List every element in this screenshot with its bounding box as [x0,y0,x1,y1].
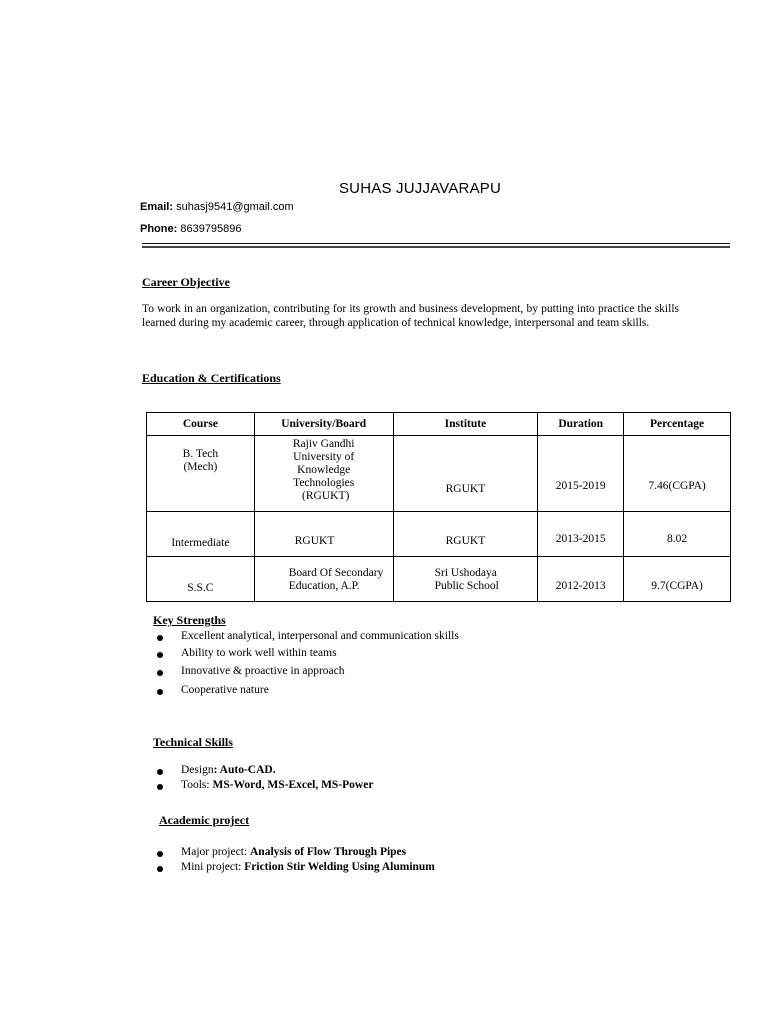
skill-value: Auto-CAD. [219,764,276,776]
duration-value: 2012-2013 [555,580,606,592]
academic-project-list [154,846,435,876]
list-item [154,665,459,684]
project-separator: : [243,846,250,858]
skill-separator: : [213,764,220,776]
header-divider-top [142,243,730,244]
board-line: Technologies [293,477,355,489]
bullet-icon [157,689,163,695]
board-name [289,567,384,593]
strength-text: Ability to work well within teams [181,647,337,659]
bullet-icon [157,866,163,872]
phone-label: Phone: [140,223,178,235]
education-table-header-row [147,413,731,436]
duration-value: 2015-2019 [555,480,606,492]
list-item [154,846,435,861]
board-name [255,438,393,503]
candidate-name: SUHAS JUJJAVARAPU [338,180,502,197]
email-value: suhasj9541@gmail.com [176,201,294,213]
technical-skills-list [154,764,373,794]
list-item [154,647,459,665]
board-line: (RGUKT) [302,490,350,502]
skill-label: Design [181,764,214,776]
header-divider-bottom [142,246,730,248]
bullet-icon [157,635,163,641]
project-separator: : [238,861,245,873]
board-line: Knowledge [297,464,351,476]
project-title: Friction Stir Welding Using Aluminum [244,861,435,873]
percentage-value: 8.02 [667,533,688,545]
course-name: Intermediate [171,537,230,549]
table-row [147,436,731,512]
strength-text: Cooperative nature [181,684,269,696]
project-label: Mini project [181,861,239,873]
course-name: B. Tech [182,448,219,460]
education-heading: Education & Certifications [142,371,281,385]
skill-value: MS-Word, MS-Excel, MS-Power [212,779,374,791]
phone-value: 8639795896 [180,223,242,235]
table-row [147,512,731,557]
key-strengths-heading: Key Strengths [153,613,226,627]
bullet-icon [157,652,163,658]
board-line: Board Of Secondary [288,567,384,579]
duration-value: 2013-2015 [555,533,606,545]
institute-name [435,567,499,593]
institute-name: RGUKT [445,535,486,547]
bullet-icon [157,784,163,790]
project-label: Major project [181,846,244,858]
bullet-icon [157,851,163,857]
column-header-university-board: University/Board [254,413,393,436]
bullet-icon [157,769,163,775]
institute-name: RGUKT [445,483,486,495]
column-header-course: Course [147,413,255,436]
career-objective-heading: Career Objective [142,275,230,289]
key-strengths-list [154,630,459,702]
board-name: RGUKT [294,535,335,547]
list-item [154,630,459,647]
academic-project-heading: Academic project [159,813,250,827]
percentage-value: 9.7(CGPA) [651,580,703,592]
bullet-icon [157,670,163,676]
column-header-percentage: Percentage [624,413,731,436]
list-item [154,779,373,794]
email-line [140,201,294,213]
project-title: Analysis of Flow Through Pipes [250,846,407,858]
board-line: University of [293,451,355,463]
percentage-value: 7.46(CGPA) [648,480,706,492]
skill-label: Tools [181,779,207,791]
institute-line: Sri Ushodaya [434,567,497,579]
email-label: Email: [140,201,174,213]
skill-separator: : [206,779,213,791]
list-item [154,861,435,876]
course-name: S.S.C [187,582,214,594]
education-table [146,412,731,602]
list-item [154,764,373,779]
strength-text: Innovative & proactive in approach [181,665,345,677]
board-line: Education, A.P. [288,580,360,592]
strength-text: Excellent analytical, interpersonal and communication skills [181,630,459,642]
phone-line [140,223,242,235]
institute-line: Public School [434,580,499,592]
list-item [154,684,459,702]
column-header-duration: Duration [538,413,624,436]
course-branch: (Mech) [183,461,218,473]
column-header-institute: Institute [393,413,538,436]
board-line: Rajiv Gandhi [292,438,355,450]
technical-skills-heading: Technical Skills [153,735,233,749]
table-row [147,557,731,602]
career-objective-text: To work in an organization, contributing for its growth and business development, by putting into practice the skills learned during my academic career, through application of technical knowledge, interpersonal and team skills. [142,303,679,329]
